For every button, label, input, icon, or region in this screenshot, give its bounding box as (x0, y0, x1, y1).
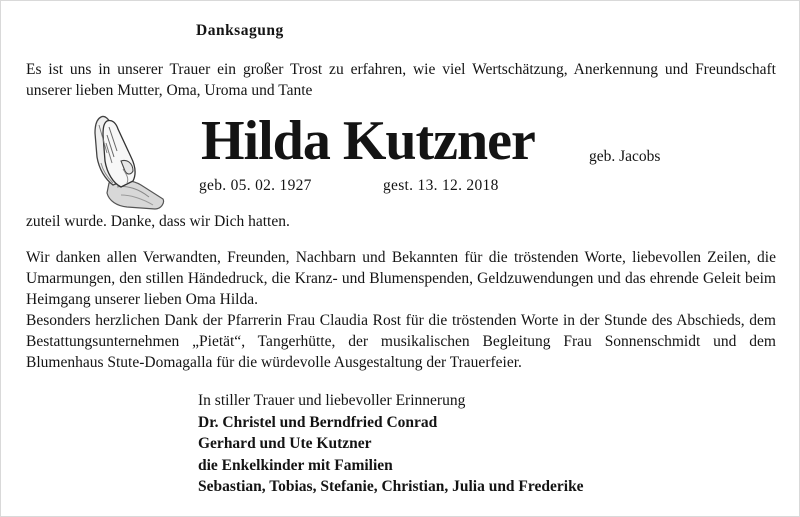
thanks-paragraph: Wir danken allen Verwandten, Freunden, Nachbarn und Bekannten für die tröstenden Worte, liebevollen Zeilen, die Umarmungen, den stillen Händedruck, die Kranz- und Blumenspenden, Geldzuwendungen und das ehrende Geleit beim Heimgang unserer lieben Oma Hilda. (26, 249, 776, 308)
thanks-section (26, 247, 776, 373)
praying-hands-icon (87, 113, 167, 211)
deceased-name: Hilda Kutzner (201, 110, 535, 172)
birth-date: geb. 05. 02. 1927 (199, 177, 312, 194)
closing-intro: In stiller Trauer und liebevoller Erinnerung (198, 392, 466, 409)
mourner-line: Dr. Christel und Berndfried Conrad (198, 413, 438, 431)
intro-text: Es ist uns in unserer Trauer ein großer Trost zu erfahren, wie viel Wertschätzung, Anerkennung und Freundschaft unserer lieben Mutter, Oma, Uroma und Tante (26, 61, 776, 99)
heading: Danksagung (196, 22, 284, 39)
mourner-line: Gerhard und Ute Kutzner (198, 435, 372, 452)
thanks-paragraph-special: Besonders herzlichen Dank der Pfarrerin Frau Claudia Rost für die tröstenden Worte in der Stunde des Abschieds, dem Bestattungsunternehmen „Pietät“, Tangerhütte, der musikalischen Begleitung Frau Sonnenschmidt und dem Blumenhaus Stute-Domagalla für die würdevolle Ausgestaltung der Trauerfeier. (26, 312, 776, 371)
mourner-line: die Enkelkinder mit Familien (198, 456, 393, 474)
death-date: gest. 13. 12. 2018 (383, 177, 499, 194)
closing-block (198, 390, 584, 498)
maiden-name: geb. Jacobs (589, 148, 661, 165)
continuation-text: zuteil wurde. Danke, dass wir Dich hatten. (26, 213, 290, 230)
mourner-line: Sebastian, Tobias, Stefanie, Christian, Julia und Frederike (198, 478, 584, 495)
